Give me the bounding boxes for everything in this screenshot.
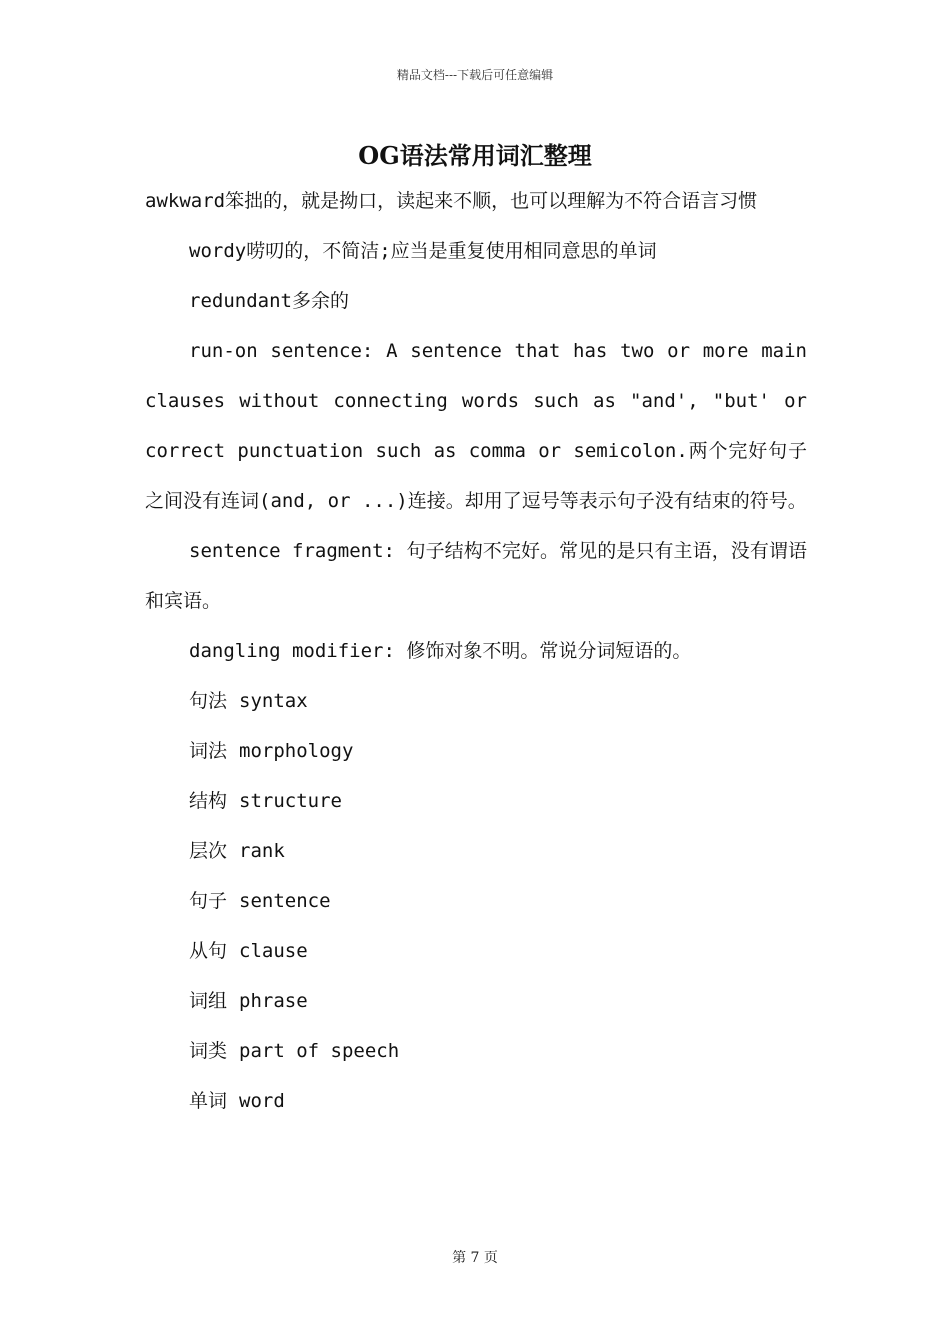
- paragraph-wordy: wordy唠叨的，不简洁;应当是重复使用相同意思的单词: [189, 240, 657, 262]
- term-chinese: 单词: [189, 1090, 228, 1112]
- term-row: [145, 1076, 807, 1126]
- term-row: [145, 726, 807, 776]
- term-row: [145, 776, 807, 826]
- term-row: [145, 926, 807, 976]
- paragraph-run-on-sentence: run-on sentence: A sentence that has two or more main clauses without connecting words such as "and', "but' or correct punctuation such as comma or semicolon.两个完好句子之间没有连词(and, or ...)连接。却用了逗号等表示句子没有结束的符号。: [145, 340, 807, 512]
- paragraph-sentence-fragment: sentence fragment: 句子结构不完好。常见的是只有主语，没有谓语和宾语。: [145, 540, 807, 612]
- term-english: phrase: [239, 990, 308, 1012]
- term-english: word: [239, 1090, 285, 1112]
- term-row: [145, 876, 807, 926]
- term-english: structure: [239, 790, 342, 812]
- term-chinese: 层次: [189, 840, 228, 862]
- page-number: 第 7 页: [452, 1250, 498, 1266]
- paragraph-awkward: awkward笨拙的，就是拗口，读起来不顺，也可以理解为不符合语言习惯: [145, 190, 758, 212]
- term-chinese: 句法: [189, 690, 228, 712]
- term-row: [145, 676, 807, 726]
- page-title: OG语法常用词汇整理: [358, 141, 592, 170]
- term-english: syntax: [239, 690, 308, 712]
- term-english: part of speech: [239, 1040, 400, 1062]
- term-row: [145, 826, 807, 876]
- term-chinese: 词类: [189, 1040, 228, 1062]
- paragraph-redundant: redundant多余的: [189, 290, 349, 312]
- term-chinese: 结构: [189, 790, 228, 812]
- document-body: [145, 176, 807, 1126]
- term-chinese: 词组: [189, 990, 228, 1012]
- term-english: sentence: [239, 890, 331, 912]
- term-chinese: 句子: [189, 890, 228, 912]
- term-chinese: 词法: [189, 740, 228, 762]
- term-row: [145, 976, 807, 1026]
- paragraph-dangling-modifier: dangling modifier: 修饰对象不明。常说分词短语的。: [189, 640, 692, 662]
- header-note: 精品文档---下载后可任意编辑: [396, 68, 554, 82]
- term-english: rank: [239, 840, 285, 862]
- term-chinese: 从句: [189, 940, 228, 962]
- term-row: [145, 1026, 807, 1076]
- term-english: morphology: [239, 740, 354, 762]
- term-english: clause: [239, 940, 308, 962]
